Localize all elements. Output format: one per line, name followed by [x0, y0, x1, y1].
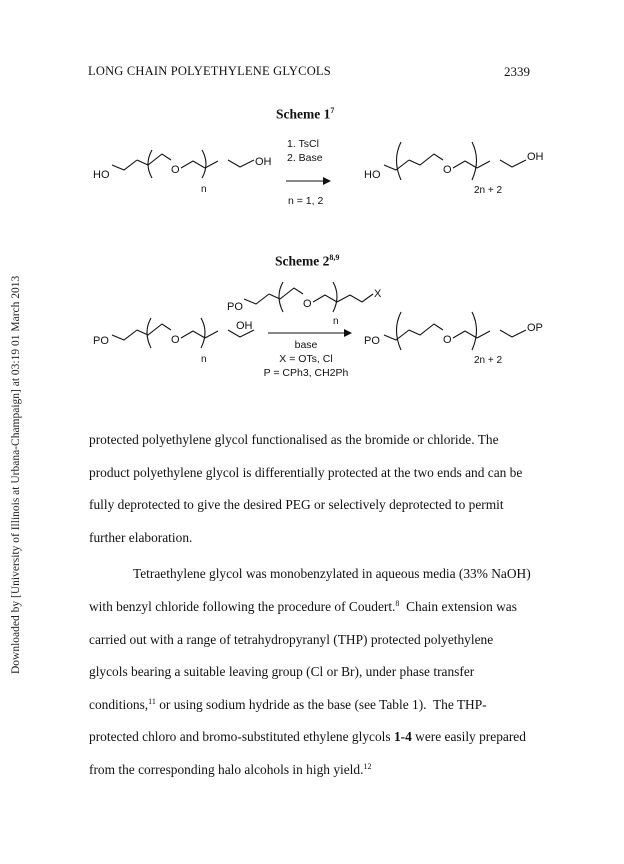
scheme-1-reactant-o: O	[171, 164, 180, 176]
p1-line-2: product polyethylene glycol is differentially protected at the two ends and can be	[89, 464, 523, 480]
scheme-2-product-bond-b	[453, 331, 477, 338]
p2-line-7-a: from the corresponding halo alcohols in high yield.	[89, 761, 364, 777]
scheme-2-diagram	[0, 272, 624, 384]
ref-phase-transfer: 11	[148, 696, 156, 706]
scheme-1-product-o: O	[443, 164, 452, 176]
p2-line-5-a: conditions,	[89, 696, 149, 712]
p2-line-1: Tetraethylene glycol was monobenzylated in aqueous media (33% NaOH)	[133, 566, 531, 582]
scheme-2-product-op: OP	[527, 322, 543, 334]
scheme-2-reagent-bond-c	[337, 294, 373, 302]
p2-line-4: glycols bearing a suitable leaving group (Cl or Br), under phase transfer	[89, 664, 475, 680]
scheme-2-reactant-bond-b	[181, 331, 205, 338]
p2-line-5-b: or using sodium hydride as the base (see Table 1). The THP-	[155, 696, 487, 712]
scheme-1-product-bracket-left	[397, 142, 402, 180]
scheme-2-product-bracket-right	[472, 312, 477, 350]
p2-line-2-a: with benzyl chloride following the procedure of Coudert.	[89, 598, 396, 614]
scheme-1-arrow-head	[323, 177, 331, 185]
scheme-2-reagent-bond-a	[269, 288, 303, 299]
scheme-1-product-sub: 2n + 2	[474, 185, 503, 196]
page-number: 2339	[504, 64, 530, 79]
scheme-1-reactant-bond-d	[228, 160, 254, 167]
scheme-2-product-po: PO	[364, 335, 380, 347]
scheme-2-reactant-o: O	[171, 334, 180, 346]
scheme-2-product-bond-a	[409, 324, 443, 335]
p2-line-7	[89, 754, 531, 787]
scheme-1-condition-1: 1. TsCl	[287, 138, 319, 150]
scheme-2-reagent-o: O	[303, 298, 312, 310]
scheme-2-reactant-oh: OH	[236, 320, 253, 332]
scheme-1-product-oh: OH	[527, 151, 544, 163]
scheme-1-reactant-bracket-right	[202, 150, 206, 178]
scheme-2-reagent-bond-b	[313, 295, 337, 302]
scheme-2-reactant-n: n	[201, 354, 207, 365]
p2-line-2-b: Chain extension was	[399, 598, 517, 614]
ref-halo-alcohols: 12	[363, 761, 372, 771]
scheme-1-product-bracket-right	[472, 142, 477, 180]
scheme-2-reactant-bracket-right	[201, 318, 205, 348]
scheme-1-reactant-ho: HO	[93, 169, 110, 181]
scheme-2-product-bracket-left	[397, 312, 402, 350]
scheme-2-ref: 8,9	[329, 253, 340, 262]
scheme-2-title-text: Scheme 2	[275, 253, 330, 269]
scheme-2-reagent-po: PO	[227, 301, 243, 313]
download-notice: Downloaded by [University of Illinois at Urbana-Champaign] at 03:19 01 March 2013	[10, 275, 22, 674]
scheme-1-condition-2: 2. Base	[287, 152, 323, 164]
scheme-1-reactant-bond-left	[112, 160, 137, 170]
scheme-2-reactant-bond-c	[205, 331, 218, 338]
p2-line-5	[89, 689, 531, 722]
scheme-2-reagent-n: n	[333, 316, 339, 327]
scheme-2-reagent-bracket-right	[333, 282, 337, 312]
p1-line-1: protected polyethylene glycol functionalised as the bromide or chloride. The	[89, 432, 499, 447]
scheme-1-product-ho: HO	[364, 169, 381, 181]
p2-line-6-a: protected chloro and bromo-substituted ethylene glycols	[89, 729, 394, 745]
p2-line-2	[89, 591, 531, 624]
scheme-2-product-bond-c	[477, 331, 490, 338]
scheme-2-reactant-po: PO	[93, 335, 109, 347]
p2-line-6	[89, 721, 531, 754]
running-title: LONG CHAIN POLYETHYLENE GLYCOLS	[88, 64, 331, 78]
scheme-1-reactant-bond-a	[137, 154, 171, 165]
scheme-1-title-text: Scheme 1	[276, 106, 331, 122]
p2-line-6-b: were easily prepared	[411, 729, 526, 745]
scheme-1-product-bond-c	[477, 161, 490, 168]
ref-coudert: 8	[395, 598, 400, 608]
scheme-1-ref: 7	[330, 106, 335, 115]
scheme-1-reactant-bond-c	[205, 161, 218, 168]
scheme-1-title	[276, 106, 334, 123]
p1-line-4: further elaboration.	[89, 529, 193, 545]
scheme-2-reactant-bond-left	[112, 330, 137, 340]
scheme-1-reactant-oh: OH	[255, 156, 272, 168]
scheme-1-diagram	[0, 130, 624, 220]
scheme-1-product-bond-b	[453, 161, 477, 168]
scheme-2-product-sub: 2n + 2	[474, 355, 503, 366]
p1-line-3: fully deprotected to give the desired PEG or selectively deprotected to permit	[89, 497, 504, 513]
scheme-2-reactant-bond-a	[137, 324, 171, 335]
scheme-1-reactant-n: n	[201, 184, 207, 195]
scheme-1-product-bond-d	[500, 160, 526, 167]
scheme-2-reagent-bond-left	[244, 294, 269, 304]
p2-line-3: carried out with a range of tetrahydropyranyl (THP) protected polyethylene	[89, 631, 494, 647]
scheme-2-title	[275, 253, 339, 270]
scheme-1-product-bond-a	[409, 154, 443, 165]
scheme-2-condition-base: base	[294, 339, 318, 351]
scheme-2-condition-p: P = CPh3, CH2Ph	[263, 367, 349, 379]
scheme-2-reagent-x: X	[374, 288, 382, 300]
scheme-1-condition-3: n = 1, 2	[288, 195, 324, 207]
scheme-2-condition-x: X = OTs, Cl	[279, 353, 333, 365]
scheme-2-product-o: O	[443, 334, 452, 346]
scheme-2-arrow-head	[344, 329, 352, 337]
scheme-2-product-bond-d	[500, 330, 526, 337]
compounds-1-4: 1-4	[393, 729, 412, 745]
body-text	[89, 424, 531, 787]
scheme-1-reactant-bond-b	[181, 161, 205, 168]
